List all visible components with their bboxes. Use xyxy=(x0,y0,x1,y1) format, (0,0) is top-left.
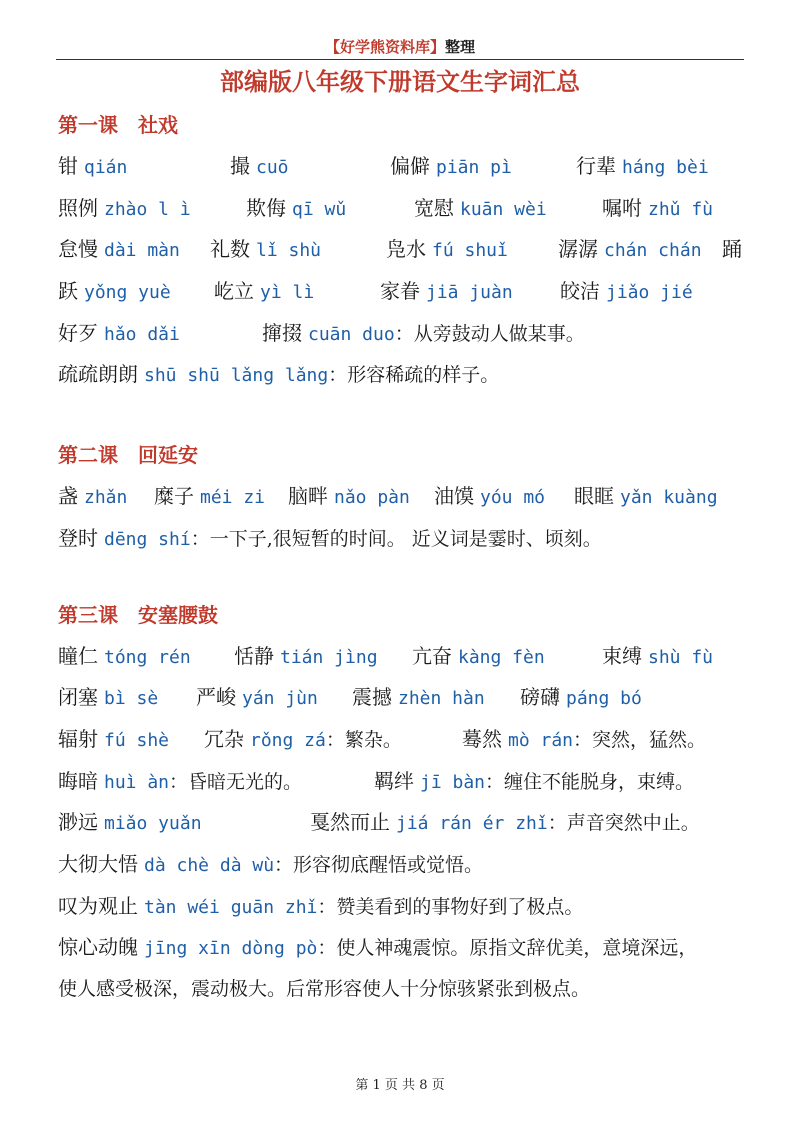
vocab-pinyin: háng bèi xyxy=(622,157,709,178)
vocab-pinyin: páng bó xyxy=(566,688,642,710)
vocab-entry xyxy=(234,636,378,679)
vocabulary-content xyxy=(58,108,748,1011)
vocab-pinyin: fú shuǐ xyxy=(432,240,508,262)
vocab-word: 大彻大悟 xyxy=(58,851,138,876)
vocab-word: 潺潺 xyxy=(558,237,598,262)
vocab-row xyxy=(58,677,748,719)
vocab-pinyin: fú shè xyxy=(104,729,170,751)
vocab-pinyin: hǎo dǎi xyxy=(104,323,180,345)
header-brand: 【好学熊资料库】 xyxy=(324,38,445,56)
vocab-word: 家眷 xyxy=(380,279,420,304)
vocab-entry xyxy=(434,476,545,519)
vocab-entry xyxy=(602,636,713,679)
vocab-definition: ：使人神魂震惊。原指文辞优美，意境深远， xyxy=(317,937,698,960)
vocab-word: 晦暗 xyxy=(58,768,98,793)
vocab-pinyin: dēng shí xyxy=(104,528,191,550)
vocab-word: 亢奋 xyxy=(412,643,452,668)
vocab-entry xyxy=(352,677,485,720)
vocab-entry xyxy=(462,719,706,762)
vocab-word: 行辈 xyxy=(576,154,616,178)
vocab-word: 凫水 xyxy=(386,237,426,262)
vocab-pinyin: jiǎo jié xyxy=(606,282,693,304)
vocab-pinyin: jīng xīn dòng pò xyxy=(144,938,318,960)
vocab-entry xyxy=(412,636,545,679)
vocab-entry xyxy=(246,188,346,231)
vocab-pinyin: tóng rén xyxy=(104,646,191,668)
vocab-word: 好歹 xyxy=(58,320,98,345)
vocab-entry xyxy=(58,354,499,397)
vocab-word: 钳 xyxy=(58,154,78,178)
vocab-pinyin: zhào l ì xyxy=(104,198,191,220)
vocab-entry xyxy=(558,229,702,272)
vocab-word: 严峻 xyxy=(196,685,236,710)
vocab-entry xyxy=(58,886,583,929)
vocab-pinyin: kàng fèn xyxy=(458,646,545,668)
vocab-entry xyxy=(196,677,318,720)
vocab-pinyin: yóu mó xyxy=(480,487,546,509)
vocab-row xyxy=(58,802,748,844)
vocab-pinyin: qián xyxy=(84,157,128,178)
vocab-word: 照例 xyxy=(58,195,98,220)
vocab-word: 嘱咐 xyxy=(602,195,642,220)
vocab-pinyin: zhèn hàn xyxy=(398,688,485,710)
vocab-entry xyxy=(574,476,718,519)
vocab-word: 撮 xyxy=(230,154,250,178)
vocab-pinyin: chán chán xyxy=(604,240,702,262)
vocab-word: 震撼 xyxy=(352,685,392,710)
vocab-entry xyxy=(576,146,709,189)
vocab-word: 宽慰 xyxy=(414,195,454,220)
vocab-pinyin: jī bàn xyxy=(420,771,486,793)
vocab-pinyin: jiá rán ér zhǐ xyxy=(396,813,548,835)
vocab-pinyin: mò rán xyxy=(508,729,574,751)
lesson-title: 第一课 社戏 xyxy=(58,113,178,137)
vocab-pinyin: zhǔ fù xyxy=(648,198,714,220)
vocab-pinyin: cuān duo xyxy=(308,323,395,345)
vocab-entry xyxy=(58,969,590,1011)
vocab-word: 礼数 xyxy=(210,237,250,262)
vocab-word: 叹为观止 xyxy=(58,893,138,918)
vocab-entry xyxy=(374,761,694,804)
vocab-word: 跃 xyxy=(58,279,78,304)
vocab-entry xyxy=(58,146,127,189)
vocab-entry xyxy=(58,844,483,887)
vocab-word: 撺掇 xyxy=(262,320,302,345)
vocab-pinyin: rǒng zá xyxy=(250,729,326,751)
vocab-entry xyxy=(58,518,602,561)
vocab-definition: ：形容稀疏的样子。 xyxy=(328,364,500,387)
vocab-word: 怠慢 xyxy=(58,237,98,262)
vocab-definition: ：从旁鼓动人做某事。 xyxy=(394,322,585,345)
vocab-word: 疏疏朗朗 xyxy=(58,362,138,387)
vocab-pinyin: shù fù xyxy=(648,646,714,668)
vocab-word: 瞳仁 xyxy=(58,643,98,668)
lesson-2 xyxy=(58,438,748,559)
vocab-word: 眼眶 xyxy=(574,484,614,509)
lesson-title: 第二课 回延安 xyxy=(58,443,198,468)
vocab-row xyxy=(58,969,748,1011)
vocab-word: 皎洁 xyxy=(560,279,600,304)
vocab-pinyin: huì àn xyxy=(104,771,170,793)
page-footer: 第 1 页 共 8 页 xyxy=(355,1078,445,1093)
vocab-word: 盏 xyxy=(58,484,78,509)
page-title: 部编版八年级下册语文生字词汇总 xyxy=(220,68,580,96)
vocab-entry xyxy=(214,271,314,314)
vocab-pinyin: tàn wéi guān zhǐ xyxy=(144,896,318,918)
vocab-entry xyxy=(58,188,191,231)
vocab-entry xyxy=(58,313,180,356)
vocab-word: 戛然而止 xyxy=(310,810,390,835)
vocab-entry xyxy=(210,229,321,272)
vocab-entry xyxy=(602,188,713,231)
vocab-row xyxy=(58,719,748,761)
vocab-word: 羁绊 xyxy=(374,768,414,793)
vocab-entry xyxy=(58,636,191,679)
vocab-definition: ：缠住不能脱身，束缚。 xyxy=(485,770,695,793)
vocab-pinyin: qī wǔ xyxy=(292,198,347,220)
vocab-row xyxy=(58,518,748,560)
vocab-row xyxy=(58,886,748,928)
vocab-pinyin: shū shū lǎng lǎng xyxy=(144,365,329,387)
vocab-word: 渺远 xyxy=(58,810,98,835)
vocab-definition: ：突然，猛然。 xyxy=(573,728,707,751)
vocab-row xyxy=(58,761,748,803)
vocab-entry xyxy=(58,719,169,762)
vocab-pinyin: lǐ shù xyxy=(256,240,322,262)
vocab-pinyin: yán jùn xyxy=(242,688,318,710)
vocab-entry xyxy=(154,476,265,519)
vocab-entry xyxy=(560,271,693,314)
vocab-definition: 使人感受极深，震动极大。后常形容使人十分惊骇紧张到极点。 xyxy=(58,978,591,1000)
vocab-pinyin: tián jìng xyxy=(280,646,378,668)
vocab-word: 偏僻 xyxy=(390,154,430,178)
vocab-entry xyxy=(204,719,402,762)
vocab-word: 蓦然 xyxy=(462,726,502,751)
vocab-row xyxy=(58,844,748,886)
vocab-word: 糜子 xyxy=(154,484,194,509)
vocab-entry xyxy=(386,229,508,272)
vocab-entry xyxy=(58,271,171,314)
header-suffix: 整理 xyxy=(445,38,476,56)
vocab-definition: ：声音突然中止。 xyxy=(547,812,700,835)
vocab-entry xyxy=(58,476,127,519)
vocab-entry xyxy=(262,313,585,356)
vocab-pinyin: yǒng yuè xyxy=(84,282,171,304)
vocab-row xyxy=(58,188,748,230)
vocab-word: 磅礴 xyxy=(520,685,560,710)
vocab-word: 恬静 xyxy=(234,643,274,668)
vocab-definition: ：赞美看到的事物好到了极点。 xyxy=(317,895,584,918)
vocab-entry xyxy=(58,927,697,970)
page-header xyxy=(0,36,800,57)
vocab-word: 辐射 xyxy=(58,726,98,751)
vocab-word: 惊心动魄 xyxy=(58,935,138,960)
vocab-word: 油馍 xyxy=(434,484,474,509)
vocab-entry xyxy=(58,802,202,845)
vocab-pinyin: kuān wèi xyxy=(460,198,547,220)
vocab-pinyin: nǎo pàn xyxy=(334,487,410,509)
vocab-row xyxy=(58,313,748,355)
vocab-pinyin: yǎn kuàng xyxy=(620,487,718,509)
vocab-pinyin: miǎo yuǎn xyxy=(104,813,202,835)
vocab-word: 登时 xyxy=(58,525,98,550)
vocab-pinyin: yì lì xyxy=(260,282,315,304)
vocab-row xyxy=(58,271,748,313)
vocab-entry xyxy=(520,677,642,720)
vocab-pinyin: zhǎn xyxy=(84,487,128,509)
vocab-entry xyxy=(390,146,512,189)
vocab-pinyin: dài màn xyxy=(104,240,180,262)
vocab-word: 踊 xyxy=(722,237,742,262)
vocab-row xyxy=(58,636,748,678)
vocab-pinyin: méi zi xyxy=(200,487,266,509)
vocab-entry xyxy=(58,761,302,804)
vocab-word: 欺侮 xyxy=(246,195,286,220)
vocab-entry xyxy=(58,677,158,720)
vocab-definition: ：形容彻底醒悟或觉悟。 xyxy=(274,853,484,876)
vocab-pinyin: cuō xyxy=(256,157,289,178)
vocab-entry xyxy=(414,188,547,231)
vocab-definition: ：昏暗无光的。 xyxy=(169,770,303,793)
vocab-word: 脑畔 xyxy=(288,484,328,509)
lesson-3 xyxy=(58,598,748,1011)
vocab-pinyin: bì sè xyxy=(104,688,159,710)
vocab-word: 屹立 xyxy=(214,279,254,304)
vocab-row xyxy=(58,476,748,518)
vocab-pinyin: jiā juàn xyxy=(426,282,513,304)
vocab-pinyin: piān pì xyxy=(436,157,512,178)
vocab-entry xyxy=(230,146,289,189)
vocab-row xyxy=(58,927,748,969)
vocab-row xyxy=(58,146,748,188)
vocab-entry xyxy=(310,802,700,845)
vocab-entry xyxy=(722,229,742,272)
vocab-entry xyxy=(58,229,180,272)
header-divider xyxy=(56,59,744,60)
vocab-entry xyxy=(288,476,410,519)
lesson-1 xyxy=(58,108,748,396)
vocab-row xyxy=(58,354,748,396)
vocab-word: 冗杂 xyxy=(204,726,244,751)
lesson-title: 第三课 安塞腰鼓 xyxy=(58,602,218,627)
vocab-entry xyxy=(380,271,513,314)
vocab-word: 闭塞 xyxy=(58,685,98,710)
vocab-definition: ：繁杂。 xyxy=(325,728,402,751)
vocab-word: 束缚 xyxy=(602,643,642,668)
vocab-row xyxy=(58,229,748,271)
vocab-definition: ：一下子,很短暂的时间。 近义词是霎时、顷刻。 xyxy=(190,527,602,550)
vocab-pinyin: dà chè dà wù xyxy=(144,854,275,876)
